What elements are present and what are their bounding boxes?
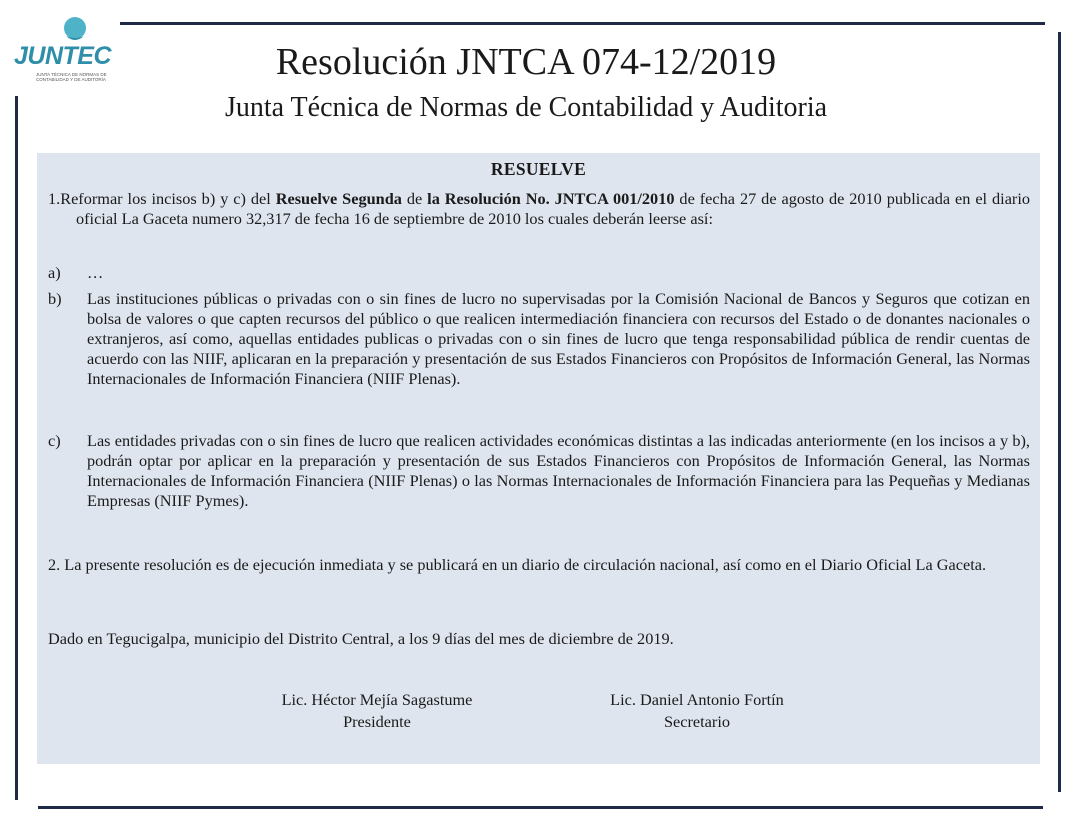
- item-b-text: Las instituciones públicas o privadas con o sin fines de lucro no supervisadas por la Comisión Nacional de Bancos y Seguros que cotizan en bolsa de valores o que capten recursos del público o que realicen intermediación financiera con recursos del Estado o de donantes nacionales o extranjeros, así como, aquellas entidades publicas o privadas con o sin fines de lucro que tenga responsabilidad pública de rendir cuentas de acuerdo con las NIIF, aplicaran en la preparación y presentación de sus Estados Financieros con Propósitos de Información General, las Normas Internacionales de Información Financiera (NIIF Plenas).: [87, 289, 1030, 388]
- given-statement: Dado en Tegucigalpa, municipio del Distrito Central, a los 9 días del mes de diciembre de 2019.: [48, 629, 674, 648]
- paragraph-1-text-c: de fecha 27 de agosto de 2010 publicada en el diario oficial La Gaceta numero 32,317 de fecha 16 de septiembre de 2010 los cuales deberán leerse así:: [76, 189, 1031, 228]
- signature-secretary-role: Secretario: [664, 712, 730, 731]
- right-rule: [1058, 32, 1061, 792]
- logo-tagline: JUNTA TÉCNICA DE NORMAS DE CONTABILIDAD Y DE AUDITORÍA: [36, 72, 107, 82]
- top-rule: [120, 22, 1045, 25]
- signature-president-name: Lic. Héctor Mejía Sagastume: [281, 690, 473, 709]
- document-title: Resolución JNTCA 074-12/2019: [275, 41, 777, 83]
- item-a-label: a): [48, 263, 61, 282]
- paragraph-1-number: 1.: [48, 189, 61, 208]
- item-c-label: c): [48, 431, 61, 450]
- water-drop-icon: [60, 16, 90, 42]
- bottom-rule: [38, 806, 1043, 809]
- resuelve-heading: RESUELVE: [490, 159, 587, 179]
- paragraph-1: [48, 189, 1030, 229]
- signature-president-role: Presidente: [343, 712, 411, 731]
- item-a-text: …: [87, 263, 104, 282]
- item-b-label: b): [48, 289, 62, 308]
- signature-secretary: [547, 689, 847, 733]
- paragraph-2: 2. La presente resolución es de ejecución inmediata y se publicará en un diario de circulación nacional, así como en el Diario Oficial La Gaceta.: [48, 555, 987, 574]
- left-rule: [15, 96, 18, 800]
- signature-secretary-name: Lic. Daniel Antonio Fortín: [610, 690, 784, 709]
- signature-president: [227, 689, 527, 733]
- resolution-panel: [37, 153, 1040, 764]
- document-subtitle: Junta Técnica de Normas de Contabilidad y Auditoria: [224, 92, 828, 123]
- item-c-text: Las entidades privadas con o sin fines de lucro que realicen actividades económicas distintas a las indicadas anteriormente (en los incisos a y b), podrán optar por aplicar en la preparación y presentación de sus Estados Financieros con Propósitos de Información General, las Normas Internacionales de Información Financiera (NIIF Plenas) o las Normas Internacionales de Información Financiera para las Pequeñas y Medianas Empresas (NIIF Pymes).: [87, 431, 1030, 510]
- paragraph-1-bold-a: Resuelve Segunda: [275, 189, 402, 208]
- paragraph-1-text-b: de: [401, 189, 428, 208]
- logo-wordmark: JUNTEC: [14, 42, 112, 70]
- paragraph-1-bold-b: la Resolución No. JNTCA 001/2010: [427, 189, 675, 208]
- paragraph-1-text-a: Reformar los incisos b) y c) del: [60, 189, 276, 208]
